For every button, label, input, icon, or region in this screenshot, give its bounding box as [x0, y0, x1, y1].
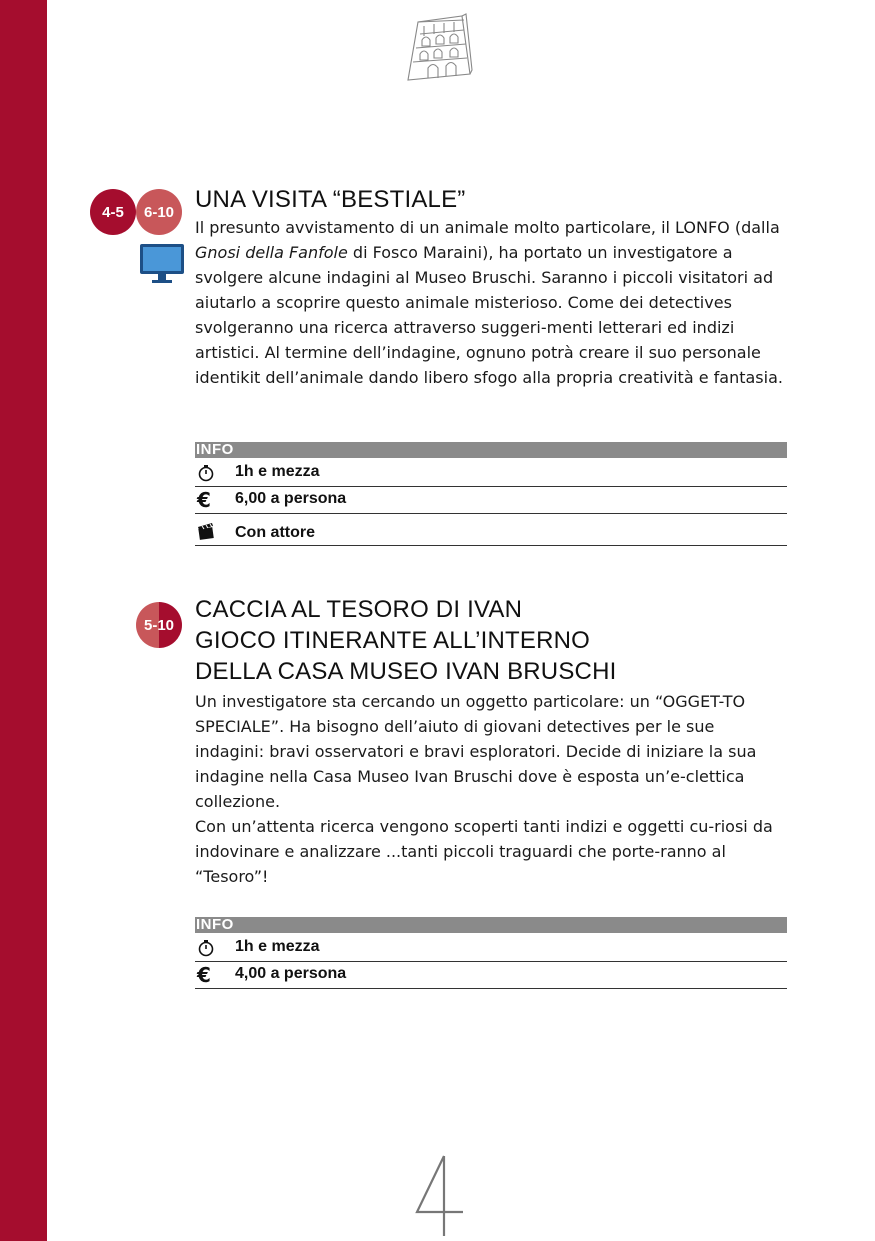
age-badge-4-5: 4-5: [90, 189, 136, 235]
monitor-icon: [139, 243, 185, 285]
activity-description: [195, 689, 787, 889]
activity-title: UNA VISITA “BESTIALE”: [195, 186, 466, 213]
euro-icon: €: [197, 488, 211, 512]
description-paragraph: Con un’attenta ricerca vengono scoperti tanti indizi e oggetti cu-riosi da indovinare e analizzare ...tanti piccoli traguardi che porte-ranno al “Tesoro”!: [195, 817, 773, 886]
info-price-row: [195, 487, 787, 514]
price-text: 4,00 a persona: [235, 965, 347, 982]
info-price-row: [195, 962, 787, 989]
clapperboard-icon: [197, 522, 215, 540]
info-duration-row: [195, 460, 787, 487]
info-duration-row: [195, 935, 787, 962]
age-badge-6-10: 6-10: [136, 189, 182, 235]
activity-title: CACCIA AL TESORO DI IVAN GIOCO ITINERANTE ALL’INTERNO DELLA CASA MUSEO IVAN BRUSCHI: [195, 596, 617, 685]
info-extra-row: [195, 514, 787, 546]
duration-text: 1h e mezza: [235, 463, 320, 480]
page-number: [413, 1152, 465, 1238]
stopwatch-icon: [197, 939, 215, 957]
activity-description: Il presunto avvistamento di un animale molto particolare, il LONFO (dalla Gnosi della Fanfole di Fosco Maraini), ha portato un investigatore a svolgere alcune indagini al Museo Bruschi. Saranno i piccoli visitatori ad aiutarlo a scoprire questo animale misterioso. Come dei detectives svolgeranno una ricerca attraverso suggeri-menti letterari ed indizi artistici. Al termine dell’indagine, ognuno potrà creare il suo personale identikit dell’animale dando libero sfogo alla propria creatività e fantasia.: [195, 218, 783, 387]
price-text: 6,00 a persona: [235, 490, 347, 507]
info-header: INFO: [195, 442, 787, 458]
stopwatch-icon: [197, 464, 215, 482]
extra-text: Con attore: [235, 524, 315, 541]
age-badge-5-10: 5-10: [136, 602, 182, 648]
left-color-band: [0, 0, 47, 1241]
duration-text: 1h e mezza: [235, 938, 320, 955]
info-header: INFO: [195, 917, 787, 933]
museum-building-logo: [404, 12, 474, 84]
euro-icon: €: [197, 963, 211, 987]
description-paragraph: Un investigatore sta cercando un oggetto particolare: un “OGGET-TO SPECIALE”. Ha bisogno dell’aiuto di giovani detectives per le sue indagini: bravi osservatori e bravi esploratori. Decide di iniziare la sua indagine nella Casa Museo Ivan Bruschi dove è esposta un’e-clettica collezione.: [195, 692, 757, 811]
